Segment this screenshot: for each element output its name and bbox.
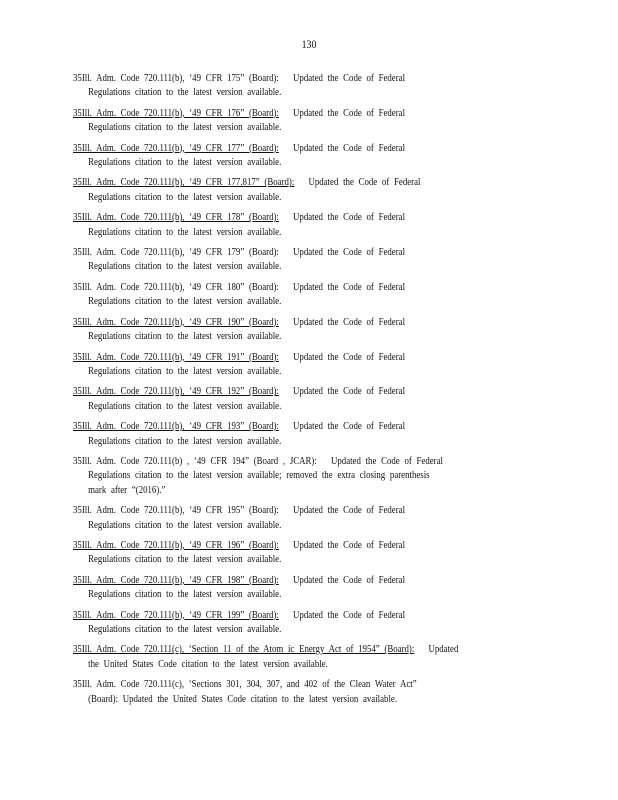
entry-continuation: Regulations citation to the latest version available. <box>88 191 282 203</box>
page-number: 130 <box>301 37 317 51</box>
entry-first-line <box>73 142 543 156</box>
entry-first-line <box>73 609 543 623</box>
entry-action: Updated the Code of Federal <box>293 73 406 84</box>
amendment-entry <box>73 609 543 638</box>
entry-action: Updated the Code of Federal <box>293 247 406 259</box>
entry-continuation: Regulations citation to the latest version available. <box>88 87 282 99</box>
amendment-entry <box>73 504 543 533</box>
amendment-entry <box>73 539 543 568</box>
entry-citation: 35Ill. Adm. Code 720.111(c), ‘Section 11 of the Atom ic Energy Act of 1954” (Board): <box>73 644 415 656</box>
entry-action: Updated the Code of Federal <box>293 281 406 293</box>
entry-first-line <box>73 107 543 121</box>
entry-citation: 35Ill. Adm. Code 720.111(c), ‘Sections 301, 304, 307, and 402 of the Clean Water Act” <box>73 679 417 691</box>
entry-citation: 35Ill. Adm. Code 720.111(b), ‘49 CFR 192” (Board): <box>73 386 279 398</box>
entry-continuation: Regulations citation to the latest version available. <box>88 589 282 601</box>
entry-continuation: Regulations citation to the latest version available. <box>88 519 282 531</box>
entry-citation: 35Ill. Adm. Code 720.111(b), ‘49 CFR 180” (Board): <box>73 281 279 293</box>
entry-continuation: Regulations citation to the latest version available. <box>88 554 282 566</box>
entry-continuation: mark after “(2016).” <box>88 484 166 496</box>
entry-continuation: Regulations citation to the latest version available; removed the extra closing parenthesis <box>88 470 430 482</box>
amendment-entry <box>73 385 543 414</box>
entry-continuation: (Board): Updated the United States Code citation to the latest version available. <box>88 693 398 705</box>
entry-citation: 35Ill. Adm. Code 720.111(b), ‘49 CFR 177.817” (Board): <box>73 177 295 189</box>
amendment-entry <box>73 107 543 136</box>
entry-citation: 35Ill. Adm. Code 720.111(b), ‘49 CFR 177” (Board): <box>73 142 279 154</box>
amendment-entry <box>73 176 543 205</box>
entry-list <box>73 72 543 713</box>
entry-action: Updated the Code of Federal <box>293 107 406 119</box>
amendment-entry <box>73 643 543 672</box>
entry-action: Updated the Code of Federal <box>293 212 406 224</box>
amendment-entry <box>73 678 543 707</box>
entry-first-line <box>73 574 543 588</box>
amendment-entry <box>73 351 543 380</box>
entry-action: Updated <box>428 644 459 656</box>
amendment-entry <box>73 455 543 498</box>
entry-citation: 35Ill. Adm. Code 720.111(b), ‘49 CFR 178” (Board): <box>73 212 279 224</box>
entry-first-line <box>73 539 543 553</box>
amendment-entry <box>73 211 543 240</box>
amendment-entry <box>73 420 543 449</box>
entry-action: Updated the Code of Federal <box>293 421 406 433</box>
entry-citation: 35Ill. Adm. Code 720.111(b) , ‘49 CFR 194” (Board , JCAR): <box>73 455 317 467</box>
entry-first-line <box>73 420 543 434</box>
entry-first-line <box>73 176 543 190</box>
entry-action: Updated the Code of Federal <box>293 609 406 621</box>
entry-action: Updated the Code of Federal <box>293 539 406 551</box>
entry-continuation: Regulations citation to the latest version available. <box>88 365 282 377</box>
entry-continuation: the United States Code citation to the latest version available. <box>88 658 328 670</box>
entry-action: Updated the Code of Federal <box>293 142 406 154</box>
entry-citation: 35Ill. Adm. Code 720.111(b), ‘49 CFR 199” (Board): <box>73 609 279 621</box>
entry-citation: 35Ill. Adm. Code 720.111(b), ‘49 CFR 195” (Board): <box>73 505 279 517</box>
entry-action: Updated the Code of Federal <box>330 455 443 467</box>
entry-citation: 35Ill. Adm. Code 720.111(b), ‘49 CFR 190” (Board): <box>73 316 279 328</box>
entry-continuation: Regulations citation to the latest version available. <box>88 624 282 635</box>
entry-first-line <box>73 385 543 399</box>
entry-citation: 35Ill. Adm. Code 720.111(b), ‘49 CFR 175” (Board): <box>73 73 279 84</box>
entry-continuation: Regulations citation to the latest version available. <box>88 400 282 412</box>
entry-citation: 35Ill. Adm. Code 720.111(b), ‘49 CFR 193” (Board): <box>73 421 279 433</box>
entry-continuation: Regulations citation to the latest version available. <box>88 331 282 343</box>
amendment-entry <box>73 281 543 310</box>
entry-continuation: Regulations citation to the latest version available. <box>88 296 282 308</box>
entry-action: Updated the Code of Federal <box>293 316 406 328</box>
entry-first-line <box>73 246 543 260</box>
entry-continuation: Regulations citation to the latest version available. <box>88 226 282 238</box>
entry-continuation: Regulations citation to the latest version available. <box>88 122 282 134</box>
entry-first-line <box>73 678 543 692</box>
entry-continuation: Regulations citation to the latest version available. <box>88 261 282 273</box>
entry-action: Updated the Code of Federal <box>293 351 406 363</box>
entry-action: Updated the Code of Federal <box>293 505 406 517</box>
entry-action: Updated the Code of Federal <box>293 574 406 586</box>
entry-action: Updated the Code of Federal <box>293 386 406 398</box>
entry-first-line <box>73 351 543 365</box>
entry-citation: 35Ill. Adm. Code 720.111(b), ‘49 CFR 198” (Board): <box>73 574 279 586</box>
entry-citation: 35Ill. Adm. Code 720.111(b), ‘49 CFR 179” (Board): <box>73 247 279 259</box>
entry-citation: 35Ill. Adm. Code 720.111(b), ‘49 CFR 191” (Board): <box>73 351 279 363</box>
amendment-entry <box>73 246 543 275</box>
entry-continuation: Regulations citation to the latest version available. <box>88 157 282 169</box>
entry-continuation: Regulations citation to the latest version available. <box>88 435 282 447</box>
entry-citation: 35Ill. Adm. Code 720.111(b), ‘49 CFR 196” (Board): <box>73 539 279 551</box>
entry-first-line <box>73 455 543 469</box>
entry-citation: 35Ill. Adm. Code 720.111(b), ‘49 CFR 176” (Board): <box>73 107 279 119</box>
entry-first-line <box>73 211 543 225</box>
entry-first-line <box>73 281 543 295</box>
entry-first-line <box>73 643 543 657</box>
entry-first-line <box>73 504 543 518</box>
amendment-entry <box>73 316 543 345</box>
amendment-entry <box>73 142 543 171</box>
entry-first-line <box>73 316 543 330</box>
entry-first-line <box>73 72 543 86</box>
amendment-entry <box>73 574 543 603</box>
amendment-entry <box>73 72 543 101</box>
entry-action: Updated the Code of Federal <box>308 177 421 189</box>
